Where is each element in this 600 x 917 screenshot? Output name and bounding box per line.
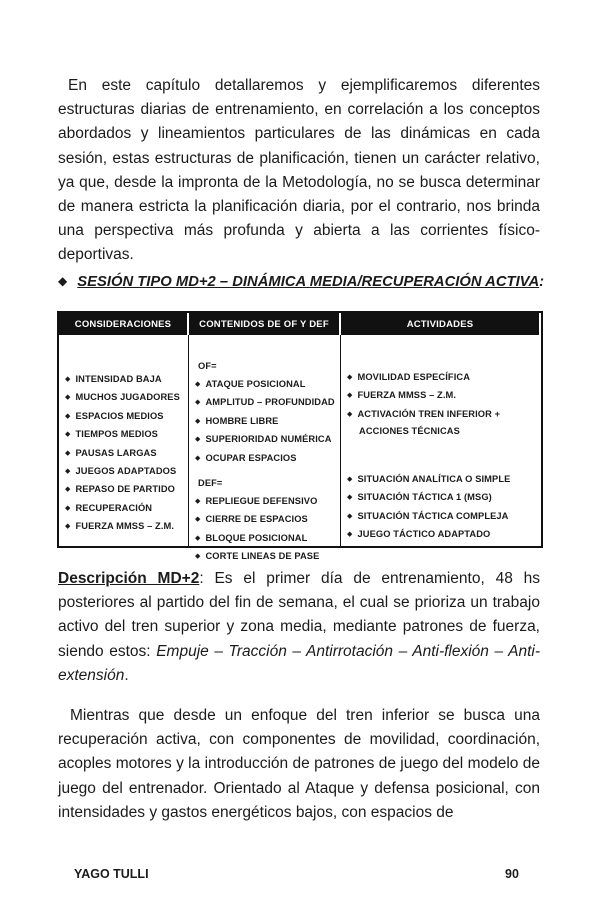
list-item: ◆ PAUSAS LARGAS xyxy=(65,445,180,463)
list-item: ◆ REPASO DE PARTIDO xyxy=(65,481,180,499)
list-item: ◆ ESPACIOS MEDIOS xyxy=(65,408,180,426)
actividades-cell xyxy=(341,335,541,546)
description-paragraph xyxy=(58,567,540,688)
list-item: ◆ SITUACIÓN TÁCTICA COMPLEJA xyxy=(347,508,510,526)
of-label: OF= xyxy=(198,361,217,371)
intro-paragraph: En este capítulo detallaremos y ejemplificaremos diferentes estructuras diarias de entrenamiento, en correlación a los conceptos abordados y lineamientos particulares de las dinámicas en cada sesión, estas estructuras de planificación, tienen un carácter relativo, ya que, desde la impronta de la Metodología, no se busca determinar de manera estricta la planificación diaria, por el contrario, nos brinda una perspectiva más profunda y abierta a las corrientes físico-deportivas. xyxy=(58,77,540,264)
description-colon: : xyxy=(199,570,204,587)
list-item: ◆ JUEGOS ADAPTADOS xyxy=(65,463,180,481)
section-heading-text: SESIÓN TIPO MD+2 – DINÁMICA MEDIA/RECUPERACIÓN ACTIVA xyxy=(77,274,540,290)
contenidos-cell xyxy=(189,335,341,562)
description-label: Descripción MD+2 xyxy=(58,570,200,587)
list-item: ◆ FUERZA MMSS – Z.M. xyxy=(347,387,500,405)
section-heading xyxy=(58,274,548,290)
list-item: ◆ MOVILIDAD ESPECÍFICA xyxy=(347,369,500,387)
list-item: ◆ RECUPERACIÓN xyxy=(65,500,180,518)
actividades-list-1 xyxy=(347,369,500,438)
list-item: ◆ JUEGO TÁCTICO ADAPTADO xyxy=(347,526,510,544)
actividades-list-2 xyxy=(347,471,510,545)
session-table xyxy=(57,311,543,562)
list-item: ◆ CIERRE DE ESPACIOS xyxy=(195,511,319,529)
list-item: ◆ AMPLITUD – PROFUNDIDAD xyxy=(195,394,335,412)
of-list xyxy=(195,376,335,468)
actividades-continuation: ACCIONES TÉCNICAS xyxy=(359,426,460,437)
list-item: ◆ SUPERIORIDAD NUMÉRICA xyxy=(195,431,335,449)
list-item: ◆ ACTIVACIÓN TREN INFERIOR + xyxy=(347,406,500,424)
description-text: Es el primer día de entrenamiento, 48 hs posteriores al partido del fin de semana, el cual se prioriza un trabajo activo del tren superior y zona media, mediante patrones de fuerza, siendo estos: xyxy=(58,570,541,660)
table-header-actividades: ACTIVIDADES xyxy=(341,313,541,335)
list-item: ◆ ATAQUE POSICIONAL xyxy=(195,376,335,394)
section-heading-colon: : xyxy=(539,274,545,290)
force-patterns: Empuje – Tracción – Antirrotación – Anti-flexión – Anti-extensión xyxy=(58,642,540,684)
list-item: ◆ SITUACIÓN TÁCTICA 1 (MSG) xyxy=(347,489,510,507)
description-end: . xyxy=(124,666,129,684)
consideraciones-cell xyxy=(59,335,189,546)
diamond-bullet-icon: ◆ xyxy=(58,274,68,288)
list-item: ◆ OCUPAR ESPACIOS xyxy=(195,450,335,468)
def-label: DEF= xyxy=(198,478,223,488)
list-item: ◆ HOMBRE LIBRE xyxy=(195,413,335,431)
consideraciones-list xyxy=(65,371,180,537)
list-item: ◆ MUCHOS JUGADORES xyxy=(65,389,180,407)
list-item: ◆ BLOQUE POSICIONAL xyxy=(195,530,319,548)
list-item: ◆ INTENSIDAD BAJA xyxy=(65,371,180,389)
list-item: ◆ REPLIEGUE DEFENSIVO xyxy=(195,493,319,511)
list-item: ◆ CORTE LINEAS DE PASE xyxy=(195,548,319,566)
table-header-consideraciones: CONSIDERACIONES xyxy=(59,313,189,335)
footer-author: YAGO TULLI xyxy=(74,867,149,881)
paragraph-2: Mientras que desde un enfoque del tren inferior se busca una recuperación activa, con componentes de movilidad, coordinación, acoples motores y la introducción de patrones de juego del modelo de juego del entrenador. Orientado al Ataque y defensa posicional, con intensidades y gastos energéticos bajos, con espacios de xyxy=(58,707,540,821)
page-number: 90 xyxy=(505,867,519,881)
list-item: ◆ FUERZA MMSS – Z.M. xyxy=(65,518,180,536)
def-list xyxy=(195,493,319,567)
table-header-contenidos: CONTENIDOS DE OF Y DEF xyxy=(189,313,341,335)
list-item: ◆ SITUACIÓN ANALÍTICA O SIMPLE xyxy=(347,471,510,489)
list-item: ◆ TIEMPOS MEDIOS xyxy=(65,426,180,444)
